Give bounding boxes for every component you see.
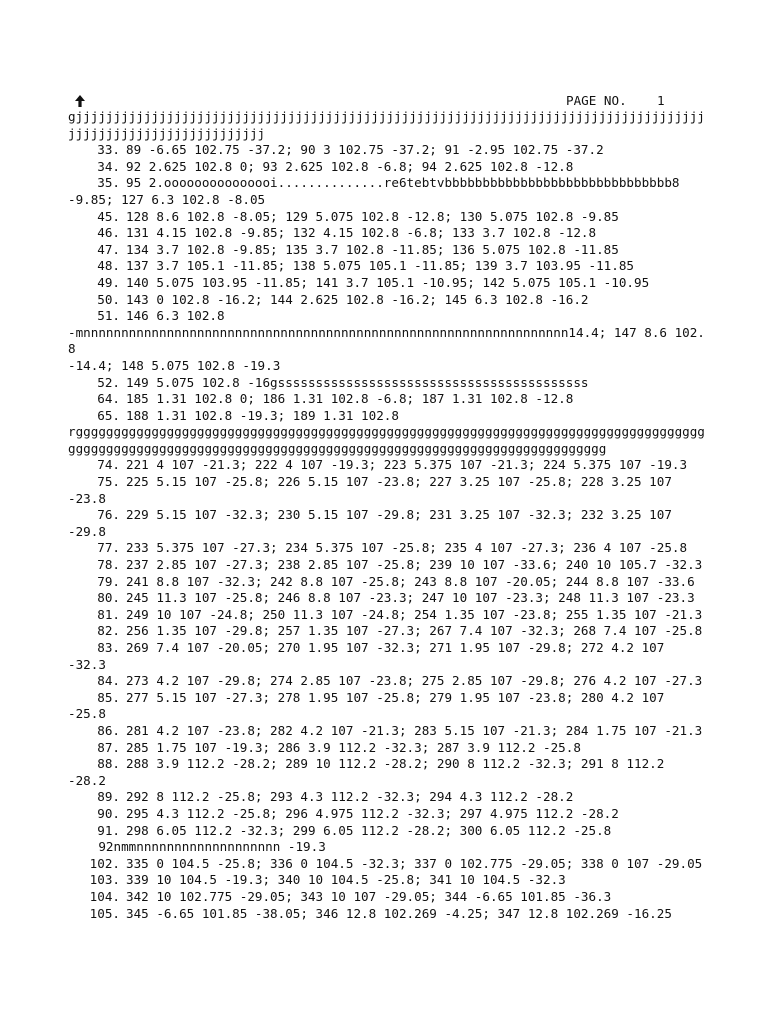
line-text: -mnnnnnnnnnnnnnnnnnnnnnnnnnnnnnnnnnnnnnnnnnnnnnnnnnnnnnnnnnnnnnnnn14.4; 147 8.6 102.8 xyxy=(68,324,705,357)
line-text: 146 6.3 102.8 xyxy=(126,308,225,324)
text-line xyxy=(68,872,708,889)
line-number: 80. xyxy=(97,590,120,606)
text-line xyxy=(68,690,708,707)
line-text: 143 0 102.8 -16.2; 144 2.625 102.8 -16.2; 145 6.3 102.8 -16.2 xyxy=(126,291,589,307)
text-line xyxy=(68,557,708,574)
line-number: 103. xyxy=(89,872,120,888)
line-number: 85. xyxy=(97,689,120,705)
line-text: -9.85; 127 6.3 102.8 -8.05 xyxy=(68,191,266,207)
line-text: gjjjjjjjjjjjjjjjjjjjjjjjjjjjjjjjjjjjjjjjjjjjjjjjjjjjjjjjjjjjjjjjjjjjjjjjjjjjjjjjjjjjjjjjjjjjjjjjjjjjjjjjjjjjjj xyxy=(68,109,705,141)
text-line xyxy=(68,640,708,657)
line-text: 295 4.3 112.2 -25.8; 296 4.975 112.2 -32.3; 297 4.975 112.2 -28.2 xyxy=(126,805,619,821)
text-line xyxy=(68,225,708,242)
text-line xyxy=(68,524,708,541)
line-number: 102. xyxy=(89,855,120,871)
line-number: 50. xyxy=(97,291,120,307)
line-text: 225 5.15 107 -25.8; 226 5.15 107 -23.8; 227 3.25 107 -25.8; 228 3.25 107 xyxy=(126,474,672,490)
line-number: 74. xyxy=(97,457,120,473)
text-line xyxy=(68,175,708,192)
text-line xyxy=(68,142,708,159)
line-number: 90. xyxy=(97,805,120,821)
line-text: 277 5.15 107 -27.3; 278 1.95 107 -25.8; 279 1.95 107 -23.8; 280 4.2 107 xyxy=(126,689,665,705)
text-body xyxy=(68,109,708,922)
text-line xyxy=(68,889,708,906)
line-text: 335 0 104.5 -25.8; 336 0 104.5 -32.3; 337 0 102.775 -29.05; 338 0 107 -29.05 xyxy=(126,855,703,871)
line-text: 137 3.7 105.1 -11.85; 138 5.075 105.1 -11.85; 139 3.7 103.95 -11.85 xyxy=(126,258,634,274)
line-number: 104. xyxy=(89,888,120,904)
line-number: 89. xyxy=(97,789,120,805)
line-text: 256 1.35 107 -29.8; 257 1.35 107 -27.3; 267 7.4 107 -32.3; 268 7.4 107 -25.8 xyxy=(126,623,703,639)
line-text: 233 5.375 107 -27.3; 234 5.375 107 -25.8; 235 4 107 -27.3; 236 4 107 -25.8 xyxy=(126,540,688,556)
line-text: -32.3 xyxy=(68,656,106,672)
line-number: 51. xyxy=(97,308,120,324)
line-text: 131 4.15 102.8 -9.85; 132 4.15 102.8 -6.8; 133 3.7 102.8 -12.8 xyxy=(126,225,597,241)
line-text: 345 -6.65 101.85 -38.05; 346 12.8 102.269 -4.25; 347 12.8 102.269 -16.25 xyxy=(126,905,672,921)
line-text: rgggggggggggggggggggggggggggggggggggggggggggggggggggggggggggggggggggggggggggggggggggggggggggggggggggggggggggggggggggggggggggggggggggggggggggggggggggggggggg xyxy=(68,424,705,456)
line-text: 134 3.7 102.8 -9.85; 135 3.7 102.8 -11.85; 136 5.075 102.8 -11.85 xyxy=(126,241,619,257)
line-number: 78. xyxy=(97,557,120,573)
line-text: 95 2.ooooooooooooooi..............re6tebtvbbbbbbbbbbbbbbbbbbbbbbbbbbbbbb8 xyxy=(126,175,680,191)
text-line xyxy=(68,756,708,773)
line-text: -23.8 xyxy=(68,490,106,506)
text-line xyxy=(68,391,708,408)
text-line xyxy=(68,823,708,840)
line-number: 64. xyxy=(97,391,120,407)
text-line xyxy=(68,723,708,740)
line-text: 229 5.15 107 -32.3; 230 5.15 107 -29.8; 231 3.25 107 -32.3; 232 3.25 107 xyxy=(126,507,672,523)
text-line xyxy=(68,789,708,806)
text-line xyxy=(68,209,708,226)
text-line xyxy=(68,242,708,259)
line-text: 221 4 107 -21.3; 222 4 107 -19.3; 223 5.375 107 -21.3; 224 5.375 107 -19.3 xyxy=(126,457,688,473)
text-line xyxy=(68,275,708,292)
line-text: -25.8 xyxy=(68,706,106,722)
text-line xyxy=(68,740,708,757)
up-arrow-icon xyxy=(74,94,86,108)
line-text: 140 5.075 103.95 -11.85; 141 3.7 105.1 -10.95; 142 5.075 105.1 -10.95 xyxy=(126,274,650,290)
line-number: 83. xyxy=(97,640,120,655)
line-number: 81. xyxy=(97,606,120,622)
line-number: 33. xyxy=(97,142,120,158)
line-number: 52. xyxy=(97,374,120,390)
line-text: 342 10 102.775 -29.05; 343 10 107 -29.05; 344 -6.65 101.85 -36.3 xyxy=(126,888,612,904)
line-number: 84. xyxy=(97,673,120,689)
page-number-label: PAGE NO. 1 xyxy=(566,93,665,108)
line-text: 128 8.6 102.8 -8.05; 129 5.075 102.8 -12.8; 130 5.075 102.8 -9.85 xyxy=(126,208,619,224)
line-number: 35. xyxy=(97,175,120,191)
line-number: 82. xyxy=(97,623,120,639)
text-line xyxy=(68,308,708,325)
line-text: 92 2.625 102.8 0; 93 2.625 102.8 -6.8; 94 2.625 102.8 -12.8 xyxy=(126,158,574,174)
text-line xyxy=(68,623,708,640)
text-line xyxy=(68,358,708,375)
line-number: 77. xyxy=(97,540,120,556)
text-line xyxy=(68,292,708,309)
line-text: 149 5.075 102.8 -16gsssssssssssssssssssssssssssssssssssssssss xyxy=(126,374,589,390)
text-line xyxy=(68,607,708,624)
line-text: -14.4; 148 5.075 102.8 -19.3 xyxy=(68,357,281,373)
text-line xyxy=(68,673,708,690)
text-line xyxy=(68,856,708,873)
line-text: 339 10 104.5 -19.3; 340 10 104.5 -25.8; 341 10 104.5 -32.3 xyxy=(126,872,566,888)
line-number: 65. xyxy=(97,407,120,423)
page-header xyxy=(68,92,708,110)
line-text: 281 4.2 107 -23.8; 282 4.2 107 -21.3; 283 5.15 107 -21.3; 284 1.75 107 -21.3 xyxy=(126,722,703,738)
line-number: 45. xyxy=(97,208,120,224)
line-text: 292 8 112.2 -25.8; 293 4.3 112.2 -32.3; 294 4.3 112.2 -28.2 xyxy=(126,789,574,805)
text-line xyxy=(68,540,708,557)
line-text: 92nmmnnnnnnnnnnnnnnnnnnn -19.3 xyxy=(68,839,326,855)
line-text: 188 1.31 102.8 -19.3; 189 1.31 102.8 xyxy=(126,407,399,423)
line-number: 48. xyxy=(97,258,120,274)
line-number: 47. xyxy=(97,241,120,257)
text-line xyxy=(68,424,708,457)
text-line xyxy=(68,574,708,591)
text-line xyxy=(68,773,708,790)
text-line xyxy=(68,507,708,524)
text-line xyxy=(68,474,708,491)
line-number: 34. xyxy=(97,158,120,174)
text-line xyxy=(68,491,708,508)
line-text: 269 7.4 107 -20.05; 270 1.95 107 -32.3; 271 1.95 107 -29.8; 272 4.2 107 xyxy=(126,640,665,655)
line-number: 87. xyxy=(97,739,120,755)
line-text: 298 6.05 112.2 -32.3; 299 6.05 112.2 -28.2; 300 6.05 112.2 -25.8 xyxy=(126,822,612,838)
line-number: 91. xyxy=(97,822,120,838)
text-line xyxy=(68,375,708,392)
line-text: 245 11.3 107 -25.8; 246 8.8 107 -23.3; 247 10 107 -23.3; 248 11.3 107 -23.3 xyxy=(126,590,695,606)
line-text: 241 8.8 107 -32.3; 242 8.8 107 -25.8; 243 8.8 107 -20.05; 244 8.8 107 -33.6 xyxy=(126,573,695,589)
line-text: 285 1.75 107 -19.3; 286 3.9 112.2 -32.3; 287 3.9 112.2 -25.8 xyxy=(126,739,581,755)
line-number: 105. xyxy=(89,905,120,921)
text-line xyxy=(68,906,708,923)
line-text: -29.8 xyxy=(68,523,106,539)
text-line xyxy=(68,839,708,856)
line-number: 75. xyxy=(97,474,120,490)
text-line xyxy=(68,159,708,176)
line-text: 89 -6.65 102.75 -37.2; 90 3 102.75 -37.2; 91 -2.95 102.75 -37.2 xyxy=(126,142,604,158)
line-number: 88. xyxy=(97,756,120,772)
line-number: 79. xyxy=(97,573,120,589)
line-text: -28.2 xyxy=(68,772,106,788)
line-number: 76. xyxy=(97,507,120,523)
text-line xyxy=(68,657,708,674)
line-text: 237 2.85 107 -27.3; 238 2.85 107 -25.8; 239 10 107 -33.6; 240 10 105.7 -32.3 xyxy=(126,557,703,573)
line-number: 46. xyxy=(97,225,120,241)
line-text: 185 1.31 102.8 0; 186 1.31 102.8 -6.8; 187 1.31 102.8 -12.8 xyxy=(126,391,574,407)
text-line xyxy=(68,325,708,358)
text-line xyxy=(68,192,708,209)
text-line xyxy=(68,806,708,823)
line-text: 288 3.9 112.2 -28.2; 289 10 112.2 -28.2; 290 8 112.2 -32.3; 291 8 112.2 xyxy=(126,756,665,772)
text-line xyxy=(68,258,708,275)
line-text: 273 4.2 107 -29.8; 274 2.85 107 -23.8; 275 2.85 107 -29.8; 276 4.2 107 -27.3 xyxy=(126,673,703,689)
line-number: 86. xyxy=(97,722,120,738)
text-line xyxy=(68,408,708,425)
text-line xyxy=(68,109,708,142)
line-text: 249 10 107 -24.8; 250 11.3 107 -24.8; 254 1.35 107 -23.8; 255 1.35 107 -21.3 xyxy=(126,606,703,622)
text-line xyxy=(68,590,708,607)
line-number: 49. xyxy=(97,274,120,290)
text-line xyxy=(68,457,708,474)
text-line xyxy=(68,706,708,723)
